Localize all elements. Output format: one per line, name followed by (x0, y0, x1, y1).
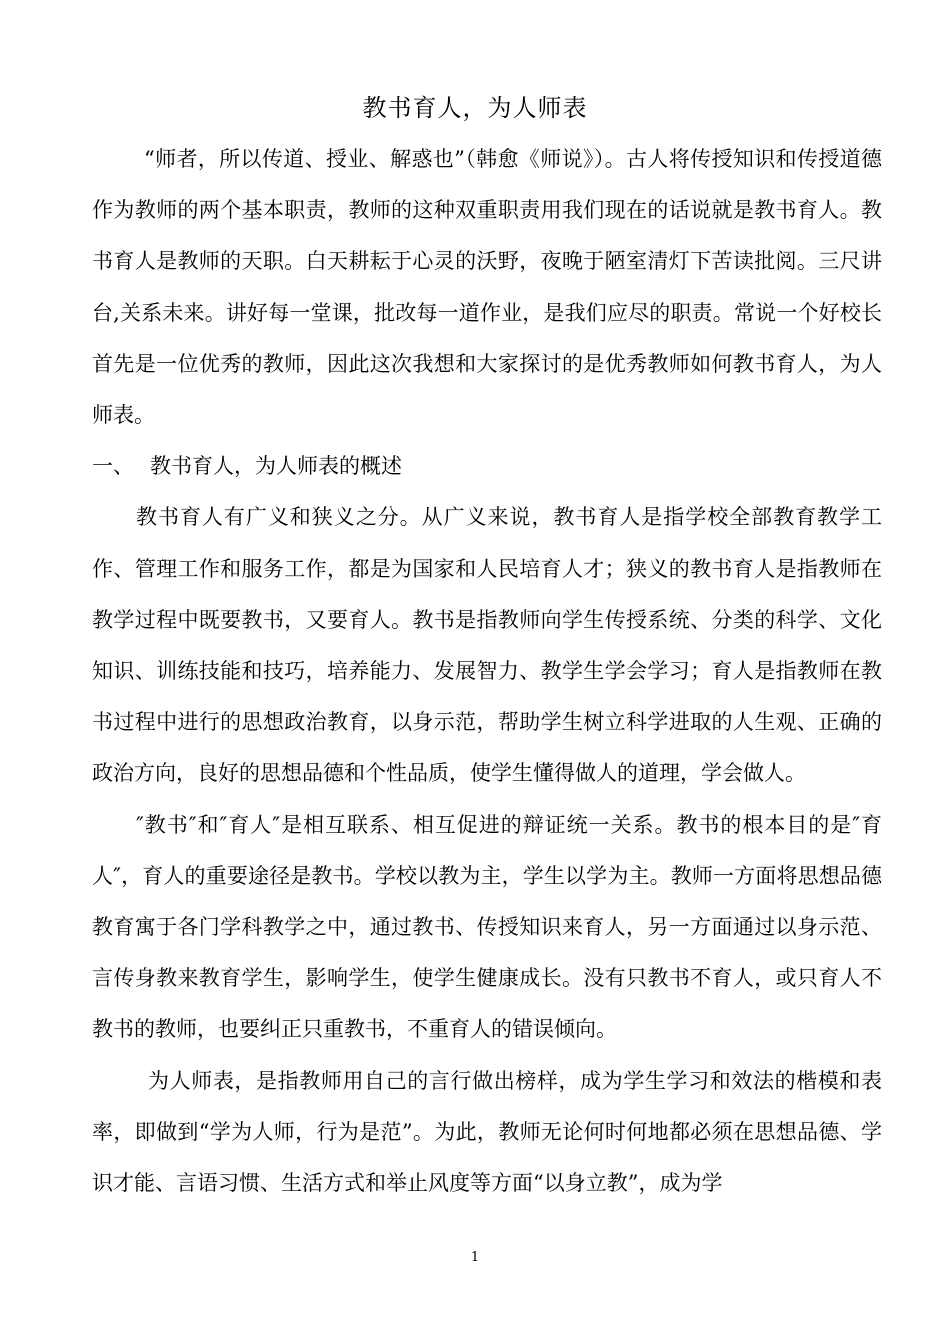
paragraph-relationship: ″教书″和″育人″是相互联系、相互促进的辩证统一关系。教书的根本目的是″育人″，育人的重要途径是教书。学校以教为主，学生以学为主。教师一方面将思想品德教育寓于各门学科教学之中，通过教书、传授知识来育人，另一方面通过以身示范、言传身教来教育学生，影响学生，使学生健康成长。没有只教书不育人，或只育人不教书的教师，也要纠正只重教书，不重育人的错误倾向。 (92, 812, 882, 1042)
paragraph-intro: “师者，所以传道、授业、解惑也”（韩愈《师说》）。古人将传授知识和传授道德作为教师的两个基本职责，教师的这种双重职责用我们现在的话说就是教书育人。教书育人是教师的天职。白天耕耘于心灵的沃野，夜晚于陋室清灯下苦读批阅。三尺讲台,关系未来。讲好每一堂课，批改每一道作业，是我们应尽的职责。常说一个好校长首先是一位优秀的教师，因此这次我想和大家探讨的是优秀教师如何教书育人，为人师表。 (92, 147, 882, 428)
paragraph-definition: 教书育人有广义和狭义之分。从广义来说，教书育人是指学校全部教育教学工作、管理工作和服务工作，都是为国家和人民培育人才；狭义的教书育人是指教师在教学过程中既要教书，又要育人。教书是指教师向学生传授系统、分类的科学、文化知识、训练技能和技巧，培养能力、发展智力、教学生学会学习；育人是指教师在教书过程中进行的思想政治教育，以身示范，帮助学生树立科学进取的人生观、正确的政治方向，良好的思想品德和个性品质，使学生懂得做人的道理，学会做人。 (92, 505, 882, 786)
paragraph-role-model: 为人师表，是指教师用自己的言行做出榜样，成为学生学习和效法的楷模和表率，即做到“学为人师，行为是范”。为此，教师无论何时何地都必须在思想品德、学识才能、言语习惯、生活方式和举止风度等方面“以身立教”，成为学 (92, 1068, 882, 1196)
section-heading-text: 教书育人，为人师表的概述 (150, 454, 402, 479)
page-number: 1 (470, 1250, 480, 1265)
document-title: 教书育人，为人师表 (362, 94, 588, 122)
section-heading-number: 一、 (92, 454, 134, 479)
section-heading (92, 441, 882, 492)
document-body (92, 134, 882, 1209)
